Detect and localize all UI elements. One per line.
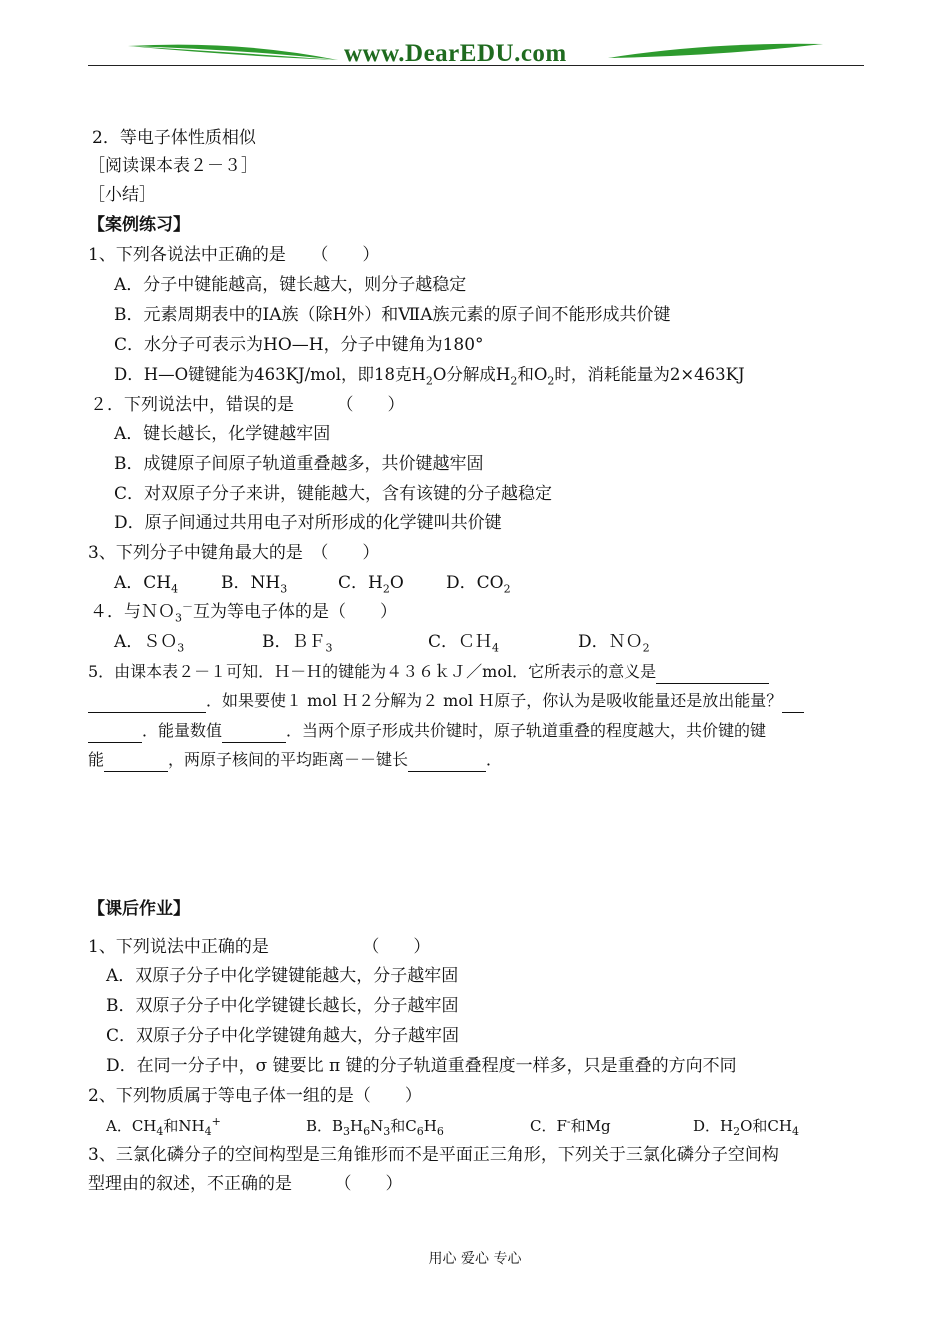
homework-q3-line2: 型理由的叙述，不正确的是 （ ）: [88, 1174, 403, 1194]
practice-q2-option-c: C．对双原子分子来讲，键能越大，含有该键的分子越稳定: [114, 484, 553, 504]
header-brand-logo: www.DearEDU.com: [344, 40, 567, 67]
practice-q3-option-a: A．$CH_4$: [114, 573, 179, 596]
practice-q3-option-c: C．$H_2O$: [338, 573, 404, 596]
practice-q4-stem: ４．与ＮＯ$_3$－互为等电子体的是（ ）: [90, 600, 397, 625]
practice-q1-option-b: B．元素周期表中的ⅠA族（除H外）和ⅦA族元素的原子间不能形成共价键: [114, 305, 671, 325]
summary-note: ［小结］: [88, 185, 156, 205]
practice-q1-option-a: A．分子中键能越高，键长越大，则分子越稳定: [114, 275, 467, 295]
practice-q3-option-b: B．$NH_3$: [221, 573, 288, 596]
practice-q2-option-d: D．原子间通过共用电子对所形成的化学键叫共价键: [114, 513, 502, 533]
practice-q4-option-b: B．ＢＦ$_3$: [262, 632, 333, 655]
homework-q1-stem: 1、下列说法中正确的是 （ ）: [88, 937, 431, 957]
header-rule: [88, 65, 864, 66]
read-note: ［阅读课本表２－３］: [88, 156, 258, 176]
practice-q4-option-c: C．ＣＨ$_4$: [428, 632, 500, 655]
homework-q2-option-d: D．$H_2O$和$CH_4$: [693, 1117, 799, 1138]
homework-q2-option-b: B．$B_3H_6N_3$和$C_6H_6$: [306, 1117, 444, 1138]
practice-q4-option-a: A．ＳＯ$_3$: [114, 632, 185, 655]
homework-q2-stem: 2、下列物质属于等电子体一组的是（ ）: [88, 1086, 422, 1106]
practice-q5-line3: ．能量数值 ．当两个原子形成共价键时，原子轨道重叠的程度越大，共价键的键: [88, 720, 766, 743]
practice-q5-line2: ．如果要使１ mol Ｈ２分解为２ mol Ｈ原子，你认为是吸收能量还是放出能量？: [88, 690, 804, 713]
practice-q2-option-a: A．键长越长，化学键越牢固: [114, 424, 331, 444]
practice-q1-option-d: D．H—O键键能为463KJ/mol，即18克$H_2O$分解成$H_2$和$O_2$时，消耗能量为2×463KJ: [114, 365, 745, 388]
practice-q3-option-d: D．$CO_2$: [446, 573, 511, 596]
homework-q2-option-c: C．F-和Mg: [530, 1115, 611, 1135]
homework-q1-option-c: C．双原子分子中化学键键角越大，分子越牢固: [106, 1026, 460, 1046]
practice-q1-option-c: C．水分子可表示为HO—H，分子中键角为180°: [114, 335, 484, 355]
practice-q1-stem: 1、下列各说法中正确的是 （ ）: [88, 245, 380, 265]
practice-heading: 【案例练习】: [88, 215, 190, 235]
homework-q1-option-d: D．在同一分子中，σ 键要比 π 键的分子轨道重叠程度一样多，只是重叠的方向不同: [106, 1056, 737, 1076]
practice-q3-stem: 3、下列分子中键角最大的是 （ ）: [88, 543, 380, 563]
homework-q1-option-b: B．双原子分子中化学键键长越长，分子越牢固: [106, 996, 459, 1016]
homework-q1-option-a: A．双原子分子中化学键键能越大，分子越牢固: [106, 966, 459, 986]
practice-q2-option-b: B．成键原子间原子轨道重叠越多，共价键越牢固: [114, 454, 484, 474]
section-item2-title: 2．等电子体性质相似: [92, 128, 256, 148]
practice-q4-option-d: D．ＮＯ$_2$: [578, 632, 650, 655]
homework-heading: 【课后作业】: [88, 899, 190, 919]
page-footer: 用心 爱心 专心: [428, 1251, 522, 1267]
practice-q2-stem: ２．下列说法中，错误的是 （ ）: [90, 395, 405, 415]
practice-q5-line1: 5．由课本表２－１可知．Ｈ－Ｈ的键能为４３６ｋＪ／mol．它所表示的意义是: [88, 661, 769, 684]
homework-q3-line1: 3、三氯化磷分子的空间构型是三角锥形而不是平面正三角形，下列关于三氯化磷分子空间构: [88, 1145, 779, 1165]
homework-q2-option-a: A．$CH_4$和$NH_4^+$: [106, 1115, 221, 1138]
practice-q5-line4: 能 ，两原子核间的平均距离－－键长 ．: [88, 749, 502, 772]
